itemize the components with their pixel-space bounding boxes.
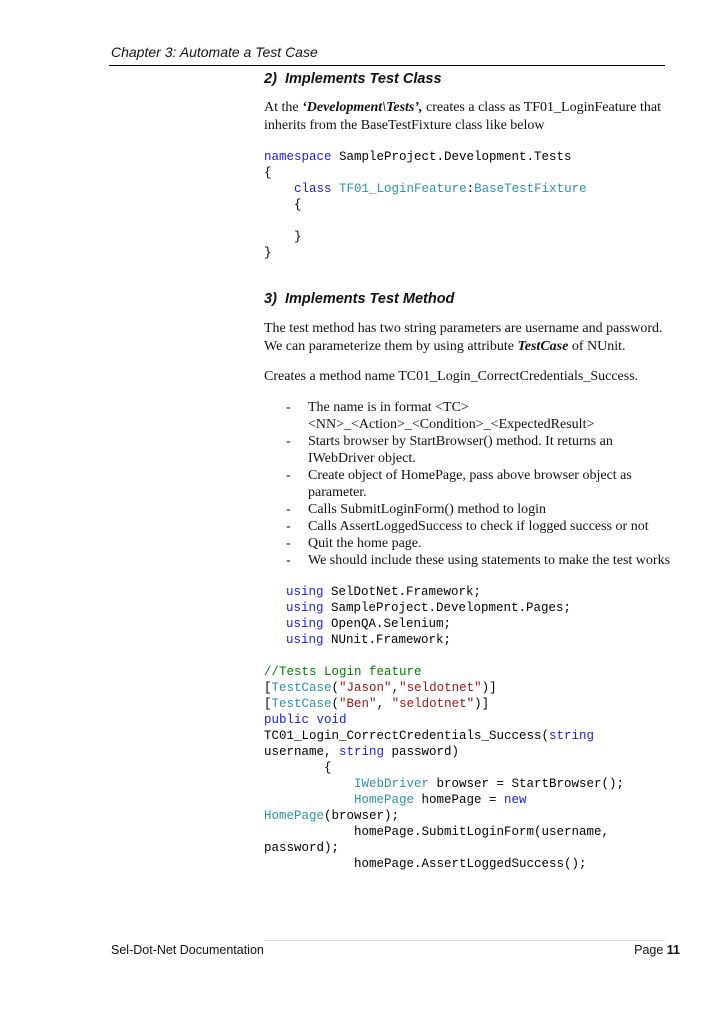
code-text: password) [384,745,460,759]
page-number-label [634,943,680,957]
code-text: )] [481,681,497,695]
code-text: ( [331,681,340,695]
code-text: , [391,681,400,695]
code-text: username, [264,745,340,759]
code-keyword: using [286,617,324,631]
code-text: password); [264,841,340,855]
list-item: - Create object of HomePage, pass above browser object as parameter. [286,467,674,501]
code-type: IWebDriver [354,777,430,791]
text-span: creates a class as TF01_LoginFeature that inherits from the BaseTestFixture class like below [264,100,661,133]
chapter-title: Chapter 3: Automate a Test Case [111,44,318,60]
code-text: { [264,166,272,180]
list-item: - Starts browser by StartBrowser() method. It returns an IWebDriver object. [286,433,674,467]
code-keyword: string [549,729,595,743]
list-item: - Calls AssertLoggedSuccess to check if logged success or not [286,518,674,535]
section-heading-test-method: 3) Implements Test Method [264,291,455,307]
code-keyword: new [504,793,527,807]
text-span: The test method has two string parameters are username and password. We can parameterize them by using attribute [264,321,663,354]
code-text: } [294,230,302,244]
code-text [264,793,354,807]
code-text: SelDotNet.Framework; [323,585,482,599]
page-label: Page [634,943,667,957]
code-text: SampleProject.Development.Tests [331,150,572,164]
code-text: : [466,182,475,196]
code-text: [ [264,697,272,711]
code-text: { [264,761,332,775]
code-comment: //Tests Login feature [264,665,422,679]
code-type: HomePage [264,809,325,823]
test-method-paragraph [264,320,674,356]
code-text: OpenQA.Selenium; [323,617,452,631]
code-text [264,777,354,791]
method-name-paragraph: Creates a method name TC01_Login_CorrectCredentials_Success. [264,369,639,384]
footer-divider [264,940,665,941]
code-text: homePage.SubmitLoginForm(username, [264,825,610,839]
code-keyword: using [286,601,324,615]
page-content [264,70,674,872]
code-text: } [264,246,272,260]
code-keyword: using [286,585,324,599]
code-type: BaseTestFixture [474,182,587,196]
page-number: 11 [666,943,680,957]
text-span: At the [264,100,303,115]
code-keyword: namespace [264,150,332,164]
code-text: NUnit.Framework; [323,633,452,647]
list-item: - Calls SubmitLoginForm() method to login [286,501,674,518]
list-item: - Quit the home page. [286,535,674,552]
code-keyword: class [294,182,332,196]
code-text: { [294,198,302,212]
code-text: (browser); [324,809,400,823]
code-text: browser = StartBrowser(); [429,777,625,791]
code-text: ( [331,697,340,711]
method-code-block [264,664,674,872]
list-item: - The name is in format <TC><NN>_<Action>_<Condition>_<ExpectedResult> [286,399,674,433]
text-span: of NUnit. [568,339,626,354]
code-text: homePage = [414,793,505,807]
emphasis-text: ‘Development\Tests’, [302,100,423,115]
code-text: )] [474,697,490,711]
code-string: "seldotnet" [399,681,482,695]
bullet-list [286,399,674,569]
code-string: "seldotnet" [391,697,475,711]
code-keyword: using [286,633,324,647]
header-divider [109,65,665,66]
code-type: HomePage [354,793,415,807]
list-item: - We should include these using statements to make the test works [286,552,674,569]
code-string: "Jason" [339,681,392,695]
code-keyword: public [264,713,310,727]
code-text: [ [264,681,272,695]
code-type: TestCase [271,697,332,711]
class-code-block [264,149,674,261]
code-text: SampleProject.Development.Pages; [323,601,572,615]
code-type: TF01_LoginFeature [339,182,467,196]
code-type: TestCase [271,681,332,695]
code-text: , [376,697,392,711]
code-string: "Ben" [339,697,377,711]
code-text: homePage.AssertLoggedSuccess(); [264,857,587,871]
code-keyword: string [339,745,385,759]
section-heading-test-class: 2) Implements Test Class [264,71,442,87]
document-name: Sel-Dot-Net Documentation [111,943,264,957]
emphasis-text: TestCase [517,339,569,354]
using-code-block [286,584,674,648]
test-class-paragraph [264,99,674,135]
code-text: TC01_Login_CorrectCredentials_Success( [264,729,550,743]
code-keyword: void [316,713,347,727]
